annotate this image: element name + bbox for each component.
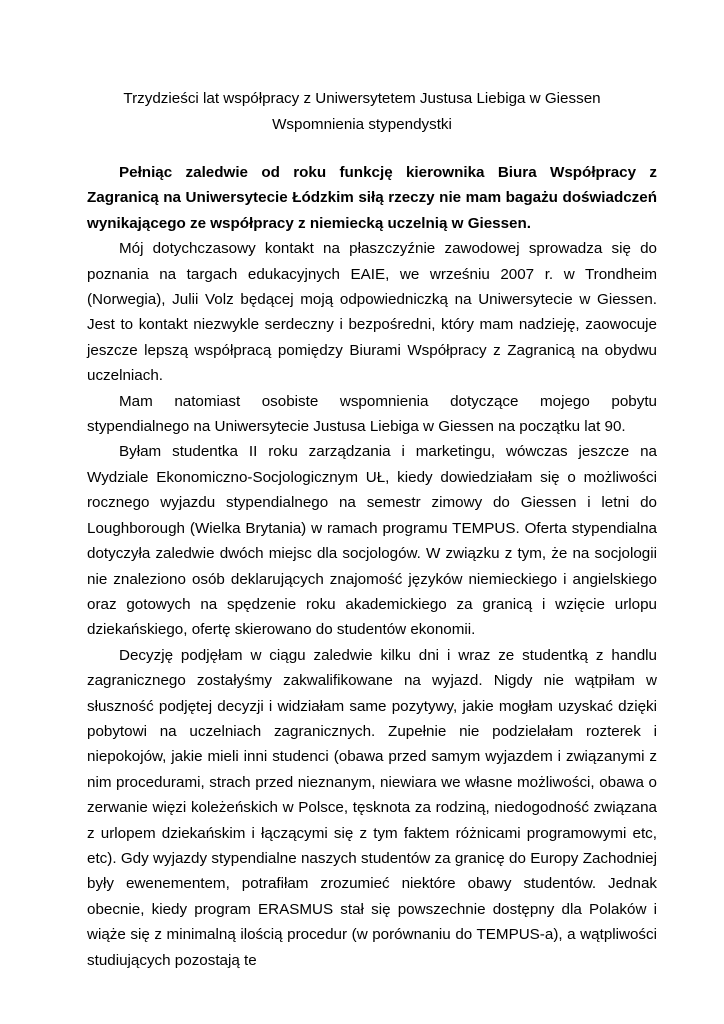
- document-body: [87, 160, 657, 973]
- body-paragraph: Byłam studentka II roku zarządzania i marketingu, wówczas jeszcze na Wydziale Ekonomiczno-Socjologicznym UŁ, kiedy dowiedziałam się o możliwości rocznego wyjazdu stypendialnego na semestr zimowy do Giessen i letni do Loughborough (Wielka Brytania) w ramach programu TEMPUS. Oferta stypendialna dotyczyła zaledwie dwóch miejsc dla socjologów. W związku z tym, że na socjologii nie znaleziono osób deklarujących znajomość języków niemieckiego i angielskiego oraz gotowych na spędzenie roku akademickiego za granicą i wzięcie urlopu dziekańskiego, ofertę skierowano do studentów ekonomii.: [87, 443, 657, 639]
- body-paragraph: Decyzję podjęłam w ciągu zaledwie kilku dni i wraz ze studentką z handlu zagranicznego zostałyśmy zakwalifikowane na wyjazd. Nigdy nie wątpiłam w słuszność podjętej decyzji i widziałam same pozytywy, jakie mogłam uzyskać dzięki pobytowi na uczelniach zagranicznych. Zupełnie nie podzielałam rozterek i niepokojów, jakie mieli inni studenci (obawa przed samym wyjazdem i związanymi z nim procedurami, strach przed nieznanym, niewiara we własne możliwości, obawa o zerwanie więzi koleżeńskich w Polsce, tęsknota za rodziną, niedogodność związana z urlopem dziekańskim i łączącymi się z tym faktem różnicami programowymi etc, etc). Gdy wyjazdy stypendialne naszych studentów za granicę do Europy Zachodniej były ewenementem, potrafiłam zrozumieć niektóre obawy studentów. Jednak obecnie, kiedy program ERASMUS stał się powszechnie dostępny dla Polaków i wiąże się z minimalną ilością procedur (w porównaniu do TEMPUS-a), a wątpliwości studiujących pozostają te: [87, 646, 657, 969]
- document-subtitle: Wspomnienia stypendystki: [272, 116, 452, 133]
- body-paragraph: Mój dotychczasowy kontakt na płaszczyźnie zawodowej sprowadza się do poznania na targach edukacyjnych EAIE, we wrześniu 2007 r. w Trondheim (Norwegia), Julii Volz będącej moją odpowiedniczką na Uniwersytecie w Giessen. Jest to kontakt niezwykle serdeczny i bezpośredni, który mam nadzieję, zaowocuje jeszcze lepszą współpracą pomiędzy Biurami Współpracy z Zagranicą na obydwu uczelniach.: [87, 240, 657, 385]
- lead-paragraph: Pełniąc zaledwie od roku funkcję kierownika Biura Współpracy z Zagranicą na Uniwersytecie Łódzkim siłą rzeczy nie mam bagażu doświadczeń wynikającego ze współpracy z niemiecką uczelnią w Giessen.: [87, 164, 657, 232]
- document-title: Trzydzieści lat współpracy z Uniwersytetem Justusa Liebiga w Giessen: [123, 90, 601, 107]
- body-paragraph: Mam natomiast osobiste wspomnienia dotyczące mojego pobytu stypendialnego na Uniwersytecie Justusa Liebiga w Giessen na początku lat 90.: [87, 392, 657, 436]
